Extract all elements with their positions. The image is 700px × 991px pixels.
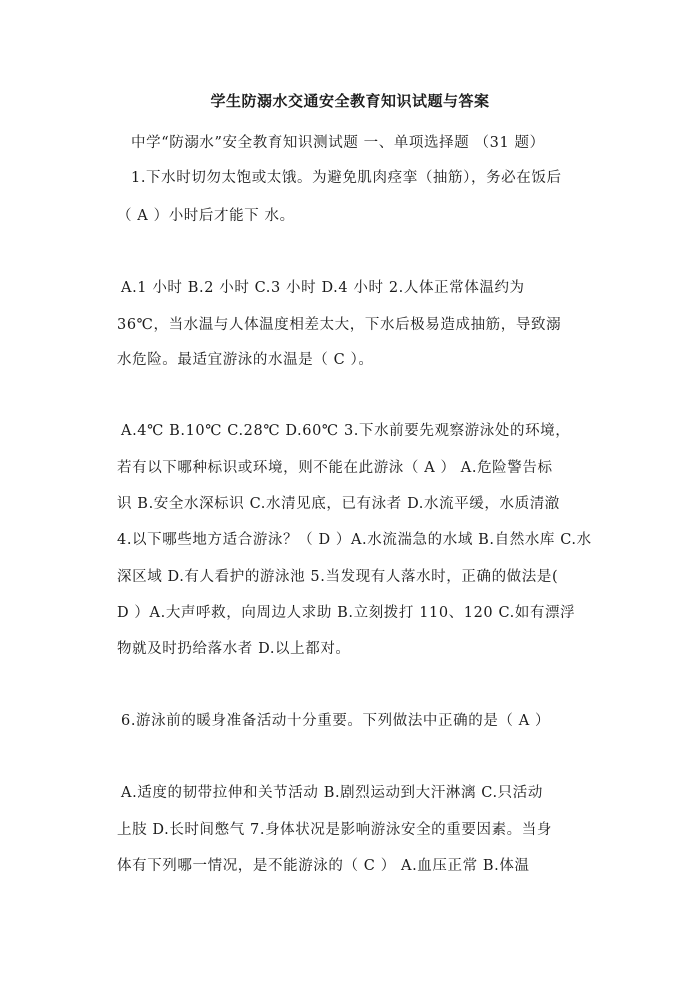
- text-line: 36℃，当水温与人体温度相差太大，下水后极易造成抽筋，导致溺: [117, 317, 562, 333]
- text-line: 若有以下哪种标识或环境，则不能在此游泳（ A ） A.危险警告标: [117, 460, 553, 476]
- text-line: A.1 小时 B.2 小时 C.3 小时 D.4 小时 2.人体正常体温约为: [121, 280, 525, 296]
- text-line: 6.游泳前的暖身准备活动十分重要。下列做法中正确的是（ A ）: [121, 713, 551, 729]
- text-line: 中学“防溺水”安全教育知识测试题 一、单项选择题 （31 题）: [131, 135, 545, 151]
- text-line: 1.下水时切勿太饱或太饿。为避免肌肉痉挛（抽筋），务必在饭后: [131, 170, 562, 186]
- text-line: D ）A.大声呼救，向周边人求助 B.立刻拨打 110、120 C.如有漂浮: [117, 605, 576, 621]
- text-line: 4.以下哪些地方适合游泳？（ D ）A.水流湍急的水域 B.自然水库 C.水: [117, 532, 592, 548]
- text-line: 物就及时扔给落水者 D.以上都对。: [117, 641, 351, 657]
- text-line: 上肢 D.长时间憋气 7.身体状况是影响游泳安全的重要因素。当身: [117, 822, 552, 838]
- text-line: 体有下列哪一情况，是不能游泳的（ C ） A.血压正常 B.体温: [117, 858, 530, 874]
- text-line: A.4℃ B.10℃ C.28℃ D.60℃ 3.下水前要先观察游泳处的环境，: [121, 423, 571, 439]
- text-line: 水危险。最适宜游泳的水温是（ C ）。: [117, 352, 374, 368]
- text-line: 识 B.安全水深标识 C.水清见底，已有泳者 D.水流平缓，水质清澈: [117, 496, 560, 512]
- document-title: 学生防溺水交通安全教育知识试题与答案: [210, 92, 490, 110]
- text-line: A.适度的韧带拉伸和关节活动 B.剧烈运动到大汗淋漓 C.只活动: [121, 785, 543, 801]
- text-line: （ A ）小时后才能下 水。: [117, 208, 295, 224]
- text-line: 深区域 D.有人看护的游泳池 5.当发现有人落水时，正确的做法是(: [117, 569, 559, 585]
